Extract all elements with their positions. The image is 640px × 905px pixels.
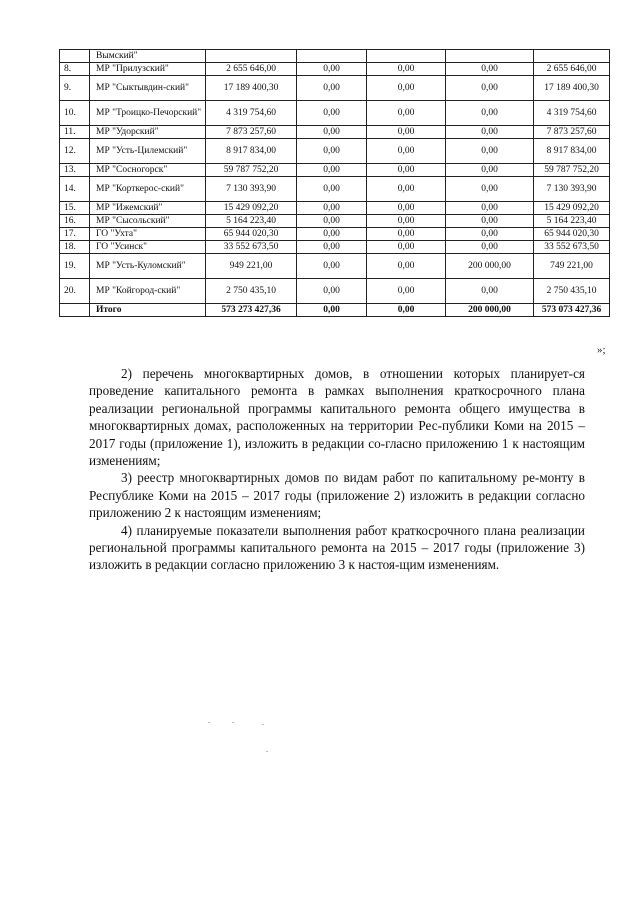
cell-amount: 0,00 [297,126,367,139]
table-row [60,126,610,139]
cell-name: ГО "Ухта" [90,228,206,241]
table-body [60,50,610,317]
cell-name: Вымский" [90,50,206,63]
table-total-row [60,304,610,317]
cell-amount: 7 130 393,90 [534,177,610,202]
cell-amount: 0,00 [367,254,446,279]
municipality-funding-table [59,49,609,317]
cell-amount: 0,00 [297,63,367,76]
cell-num: 11. [60,126,90,139]
table-row [60,76,610,101]
cell-empty [367,50,446,63]
cell-amount: 0,00 [367,228,446,241]
cell-amount: 0,00 [297,164,367,177]
cell-name: МР "Удорский" [90,126,206,139]
cell-num: 12. [60,139,90,164]
cell-amount: 2 655 646,00 [534,63,610,76]
cell-amount: 0,00 [446,241,534,254]
cell-amount: 65 944 020,30 [206,228,297,241]
cell-amount: 15 429 092,20 [534,202,610,215]
scan-speck [266,751,268,752]
cell-amount: 0,00 [297,228,367,241]
scan-speck [262,724,264,725]
cell-num: 17. [60,228,90,241]
cell-amount: 0,00 [446,76,534,101]
cell-num: 15. [60,202,90,215]
table-row [60,215,610,228]
cell-amount: 4 319 754,60 [534,101,610,126]
cell-num: 8. [60,63,90,76]
cell-name: МР "Сысольский" [90,215,206,228]
cell-amount: 0,00 [367,279,446,304]
cell-amount: 0,00 [367,177,446,202]
scan-speck [208,722,210,723]
cell-amount: 2 655 646,00 [206,63,297,76]
cell-amount: 0,00 [297,177,367,202]
cell-amount: 0,00 [446,101,534,126]
cell-amount: 59 787 752,20 [534,164,610,177]
cell-amount: 0,00 [367,241,446,254]
cell-amount: 5 164 223,40 [206,215,297,228]
cell-amount: 0,00 [367,101,446,126]
cell-amount: 749 221,00 [534,254,610,279]
cell-amount: 200 000,00 [446,254,534,279]
cell-amount: 0,00 [367,63,446,76]
cell-amount: 0,00 [297,215,367,228]
table-row [60,164,610,177]
table-row [60,228,610,241]
cell-name: МР "Троицко-Печорский" [90,101,206,126]
cell-num: 20. [60,279,90,304]
cell-empty [206,50,297,63]
paragraph-4: 4) планируемые показатели выполнения работ краткосрочного плана реализации региональной программы капитального ремонта на 2015 – 2017 годы (приложение 3) изложить в редакции согласно приложению 3 к настоя-щим изменениям. [89,522,585,573]
cell-amount: 7 873 257,60 [534,126,610,139]
table-row [60,139,610,164]
cell-amount: 0,00 [446,215,534,228]
cell-empty [297,50,367,63]
cell-amount: 0,00 [446,139,534,164]
cell-amount: 15 429 092,20 [206,202,297,215]
cell-name: МР "Прилузский" [90,63,206,76]
cell-amount: 65 944 020,30 [534,228,610,241]
cell-total-label: Итого [90,304,206,317]
funding-table [59,49,610,317]
table-row [60,202,610,215]
cell-amount: 0,00 [297,279,367,304]
cell-empty [534,50,610,63]
cell-total-amount: 0,00 [297,304,367,317]
cell-num: 14. [60,177,90,202]
cell-amount: 0,00 [446,177,534,202]
cell-amount: 8 917 834,00 [534,139,610,164]
cell-amount: 0,00 [297,101,367,126]
cell-amount: 2 750 435,10 [534,279,610,304]
cell-amount: 0,00 [446,279,534,304]
table-row [60,63,610,76]
cell-amount: 0,00 [446,63,534,76]
cell-amount: 7 130 393,90 [206,177,297,202]
cell-amount: 0,00 [297,241,367,254]
cell-name: МР "Усть-Куломский" [90,254,206,279]
cell-amount: 0,00 [297,139,367,164]
cell-num [60,304,90,317]
cell-amount: 0,00 [297,202,367,215]
cell-amount: 0,00 [297,76,367,101]
cell-num: 16. [60,215,90,228]
cell-amount: 0,00 [446,228,534,241]
table-row [60,101,610,126]
cell-num: 19. [60,254,90,279]
cell-num: 10. [60,101,90,126]
cell-name: МР "Сосногорск" [90,164,206,177]
cell-name: МР "Корткерос-ский" [90,177,206,202]
cell-amount: 0,00 [297,254,367,279]
amendment-text [89,365,585,574]
cell-amount: 2 750 435,10 [206,279,297,304]
cell-name: МР "Койгород-ский" [90,279,206,304]
cell-name: МР "Сыктывдин-ский" [90,76,206,101]
cell-total-amount: 200 000,00 [446,304,534,317]
cell-amount: 5 164 223,40 [534,215,610,228]
cell-name: ГО "Усинск" [90,241,206,254]
cell-empty [446,50,534,63]
cell-amount: 33 552 673,50 [534,241,610,254]
cell-amount: 17 189 400,30 [534,76,610,101]
cell-amount: 0,00 [367,202,446,215]
cell-amount: 0,00 [367,164,446,177]
cell-num: 9. [60,76,90,101]
cell-amount: 0,00 [367,139,446,164]
cell-name: МР "Усть-Цилемский" [90,139,206,164]
cell-amount: 0,00 [446,202,534,215]
table-row [60,254,610,279]
cell-num: 13. [60,164,90,177]
cell-amount: 0,00 [367,215,446,228]
cell-total-amount: 0,00 [367,304,446,317]
cell-amount: 4 319 754,60 [206,101,297,126]
cell-amount: 33 552 673,50 [206,241,297,254]
cell-name: МР "Ижемский" [90,202,206,215]
cell-amount: 7 873 257,60 [206,126,297,139]
cell-total-amount: 573 073 427,36 [534,304,610,317]
cell-amount: 8 917 834,00 [206,139,297,164]
cell-amount: 0,00 [367,126,446,139]
cell-total-amount: 573 273 427,36 [206,304,297,317]
cell-num [60,50,90,63]
paragraph-3: 3) реестр многоквартирных домов по видам работ по капитальному ре-монту в Республике Коми на 2015 – 2017 годы (приложение 2) изложить в редакции согласно приложению 2 к настоящим изменениям; [89,470,585,521]
cell-amount: 0,00 [367,76,446,101]
table-row [60,241,610,254]
paragraph-2: 2) перечень многоквартирных домов, в отношении которых планирует-ся проведение капитального ремонта в рамках выполнения краткосрочного плана реализации региональной программы капитального ремонта общего имущества в многоквартирных домах, расположенных на территории Рес-публики Коми на 2015 – 2017 годы (приложение 1), изложить в редакции со-гласно приложению 1 к настоящим изменениям; [89,366,585,469]
closing-quote: »; [597,344,606,356]
cell-amount: 949 221,00 [206,254,297,279]
cell-amount: 0,00 [446,164,534,177]
table-row [60,279,610,304]
table-row [60,177,610,202]
scan-speck [232,722,234,723]
table-row-continued [60,50,610,63]
cell-num: 18. [60,241,90,254]
cell-amount: 0,00 [446,126,534,139]
cell-amount: 59 787 752,20 [206,164,297,177]
cell-amount: 17 189 400,30 [206,76,297,101]
